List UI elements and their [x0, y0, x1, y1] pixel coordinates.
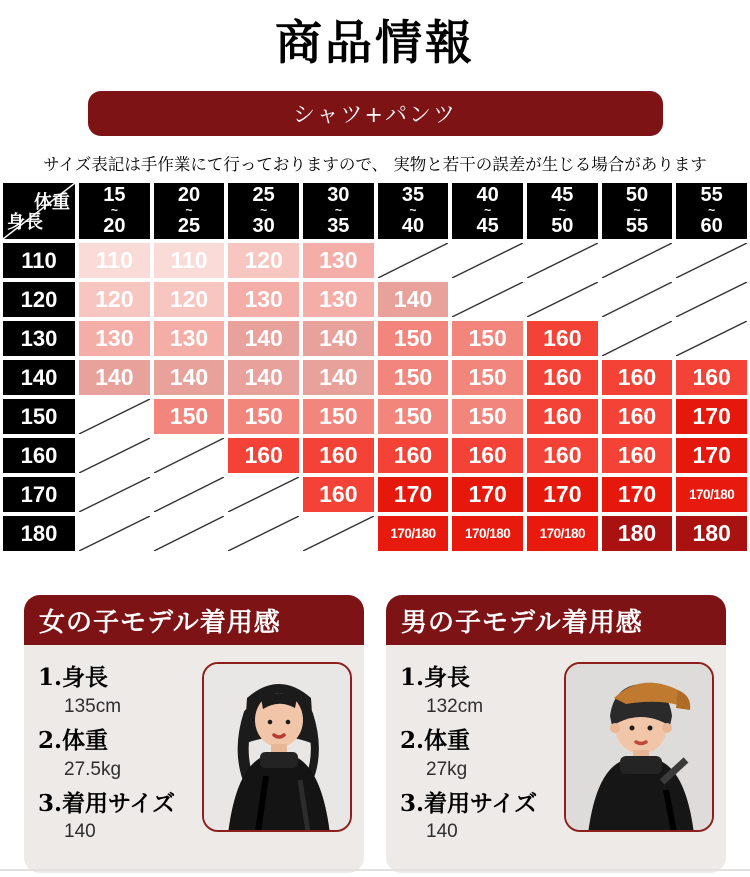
boy-model-panel	[386, 595, 726, 873]
height-row-header: 180	[3, 516, 75, 551]
table-corner-cell	[3, 183, 75, 239]
weight-col-header: 30 ~ 35	[303, 183, 374, 239]
spec-label: 3.着用サイズ	[400, 789, 538, 817]
model-panels	[0, 595, 750, 873]
empty-size-cell	[154, 516, 225, 551]
girl-model-photo	[202, 662, 352, 832]
empty-size-cell	[154, 477, 225, 512]
empty-size-cell	[676, 282, 747, 317]
spec-value: 140	[426, 821, 458, 843]
size-cell: 160	[527, 438, 598, 473]
spec-value: 132cm	[426, 695, 484, 717]
size-cell: 140	[228, 360, 299, 395]
height-row-header: 120	[3, 282, 75, 317]
size-cell: 170/180	[452, 516, 523, 551]
empty-size-cell	[154, 438, 225, 473]
size-cell: 180	[602, 516, 673, 551]
height-row-header: 110	[3, 243, 75, 278]
size-cell: 150	[378, 321, 449, 356]
size-cell: 170	[527, 477, 598, 512]
girl-spec-list	[38, 662, 202, 852]
size-cell: 160	[527, 399, 598, 434]
empty-size-cell	[527, 282, 598, 317]
size-cell: 180	[676, 516, 747, 551]
girl-panel-body	[24, 645, 364, 873]
weight-col-header: 15 ~ 20	[79, 183, 150, 239]
spec-value: 140	[64, 821, 96, 843]
empty-size-cell	[79, 399, 150, 434]
page-title: 商品情報	[275, 16, 475, 71]
empty-size-cell	[79, 516, 150, 551]
empty-size-cell	[527, 243, 598, 278]
empty-size-cell	[79, 477, 150, 512]
empty-size-cell	[676, 321, 747, 356]
girl-model-panel	[24, 595, 364, 873]
size-cell: 160	[602, 360, 673, 395]
size-cell: 160	[602, 399, 673, 434]
size-cell: 150	[303, 399, 374, 434]
size-cell: 150	[452, 360, 523, 395]
spec-label: 1.身長	[400, 664, 471, 691]
size-cell: 110	[154, 243, 225, 278]
size-cell: 160	[676, 360, 747, 395]
empty-size-cell	[228, 516, 299, 551]
size-cell: 170	[676, 438, 747, 473]
size-cell: 120	[154, 282, 225, 317]
weight-col-header: 25 ~ 30	[228, 183, 299, 239]
spec-label: 3.着用サイズ	[38, 789, 176, 817]
size-cell: 140	[303, 321, 374, 356]
size-cell: 160	[452, 438, 523, 473]
size-cell: 130	[154, 321, 225, 356]
empty-size-cell	[602, 243, 673, 278]
empty-size-cell	[676, 243, 747, 278]
size-cell: 160	[602, 438, 673, 473]
size-table	[3, 183, 747, 551]
height-row-header: 140	[3, 360, 75, 395]
weight-col-header: 45 ~ 50	[527, 183, 598, 239]
empty-size-cell	[79, 438, 150, 473]
size-cell: 130	[303, 282, 374, 317]
empty-size-cell	[452, 243, 523, 278]
size-cell: 160	[527, 321, 598, 356]
size-cell: 140	[378, 282, 449, 317]
height-row-header: 170	[3, 477, 75, 512]
spec-value: 27kg	[426, 758, 468, 780]
empty-size-cell	[452, 282, 523, 317]
size-cell: 150	[154, 399, 225, 434]
size-cell: 140	[228, 321, 299, 356]
size-cell: 150	[378, 399, 449, 434]
size-cell: 170/180	[676, 477, 747, 512]
corner-height-label: 身長	[7, 212, 43, 232]
spec-value: 135cm	[64, 695, 122, 717]
height-row-header: 160	[3, 438, 75, 473]
spec-label: 2.体重	[38, 726, 109, 754]
size-cell: 170/180	[527, 516, 598, 551]
size-cell: 140	[79, 360, 150, 395]
empty-size-cell	[378, 243, 449, 278]
size-cell: 140	[303, 360, 374, 395]
size-cell: 150	[452, 321, 523, 356]
spec-label: 2.体重	[400, 726, 471, 754]
size-cell: 160	[303, 438, 374, 473]
empty-size-cell	[602, 282, 673, 317]
empty-size-cell	[303, 516, 374, 551]
weight-col-header: 50 ~ 55	[602, 183, 673, 239]
weight-col-header: 20 ~ 25	[154, 183, 225, 239]
weight-col-header: 35 ~ 40	[378, 183, 449, 239]
weight-col-header: 55 ~ 60	[676, 183, 747, 239]
size-cell: 170	[452, 477, 523, 512]
size-cell: 150	[452, 399, 523, 434]
height-row-header: 130	[3, 321, 75, 356]
banner-label: シャツ+パンツ	[293, 103, 457, 128]
size-cell: 170	[602, 477, 673, 512]
size-cell: 150	[228, 399, 299, 434]
corner-weight-label: 体重	[34, 192, 70, 212]
size-cell: 150	[378, 360, 449, 395]
girl-panel-title: 女の子モデル着用感	[24, 595, 364, 645]
size-cell: 140	[154, 360, 225, 395]
product-set-banner	[88, 91, 663, 136]
empty-size-cell	[602, 321, 673, 356]
size-cell: 160	[527, 360, 598, 395]
size-cell: 160	[378, 438, 449, 473]
size-cell: 120	[79, 282, 150, 317]
size-cell: 130	[303, 243, 374, 278]
weight-col-header: 40 ~ 45	[452, 183, 523, 239]
empty-size-cell	[228, 477, 299, 512]
height-row-header: 150	[3, 399, 75, 434]
size-cell: 160	[228, 438, 299, 473]
spec-label: 1.身長	[38, 664, 109, 691]
spec-value: 27.5kg	[64, 758, 122, 780]
boy-model-photo	[564, 662, 714, 832]
boy-panel-body	[386, 645, 726, 873]
size-disclaimer-note: サイズ表記は手作業にて行っておりますので、 実物と若干の誤差が生じる場合があります	[43, 155, 707, 174]
boy-spec-list	[400, 662, 564, 852]
size-cell: 130	[228, 282, 299, 317]
size-cell: 130	[79, 321, 150, 356]
size-cell: 170	[378, 477, 449, 512]
size-cell: 170	[676, 399, 747, 434]
size-cell: 110	[79, 243, 150, 278]
size-cell: 160	[303, 477, 374, 512]
size-cell: 170/180	[378, 516, 449, 551]
size-cell: 120	[228, 243, 299, 278]
boy-panel-title: 男の子モデル着用感	[386, 595, 726, 645]
